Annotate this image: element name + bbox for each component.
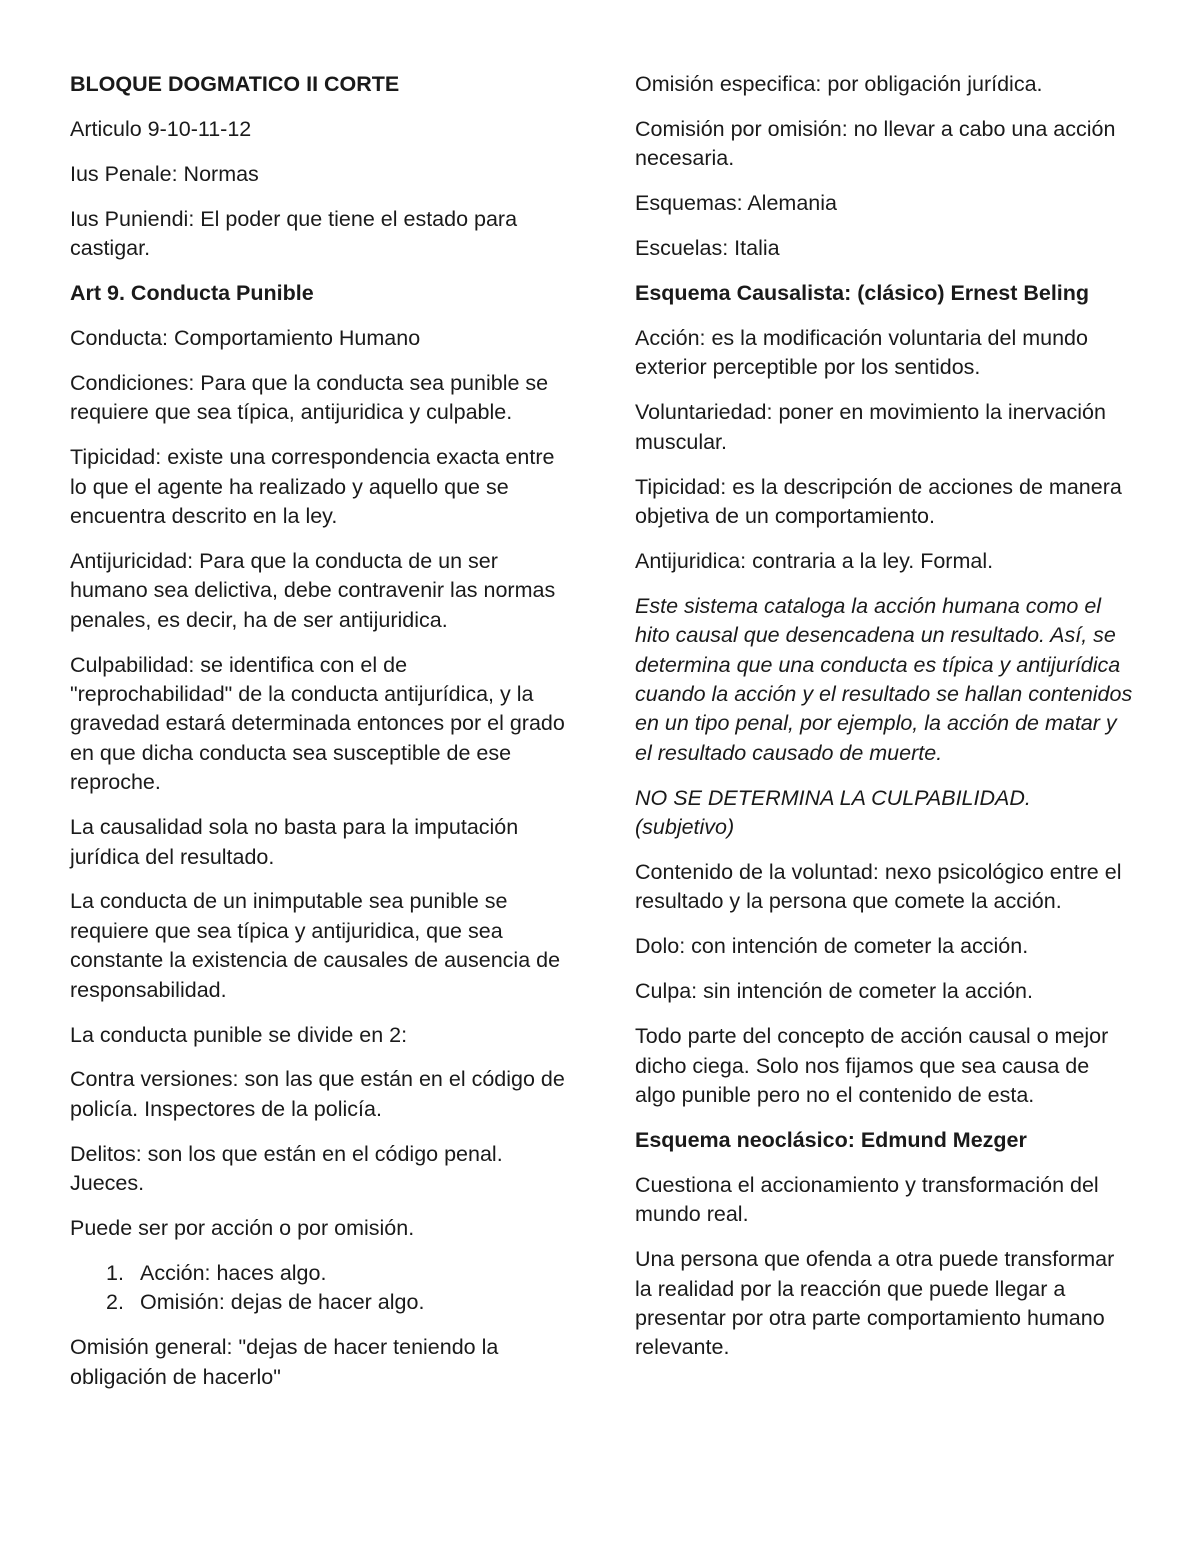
causalidad-paragraph: La causalidad sola no basta para la imputación jurídica del resultado. xyxy=(70,815,519,869)
voluntariedad-paragraph: Voluntariedad: poner en movimiento la inervación muscular. xyxy=(635,400,1106,454)
inimputable-paragraph: La conducta de un inimputable sea punible se requiere que sea típica y antijuridica, que sea constante la existencia de causales de ausencia de responsabilidad. xyxy=(70,889,561,1002)
una-persona-paragraph: Una persona que ofenda a otra puede transformar la realidad por la reacción que puede llegar a presentar por otra parte comportamiento humano relevante. xyxy=(635,1247,1115,1360)
list-item xyxy=(106,1288,570,1317)
art9-heading: Art 9. Conducta Punible xyxy=(70,281,314,306)
sistema-italic-paragraph: Este sistema cataloga la acción humana como el hito causal que desencadena un resultado. Así, se determina que una conducta es típica y antijurídica cuando la acción y el resultado se hallan contenidos en un tipo penal, por ejemplo, la acción de matar y el resultado causado de muerte. xyxy=(635,593,1133,765)
ius-puniendi-paragraph: Ius Puniendi: El poder que tiene el estado para castigar. xyxy=(70,206,518,261)
list-item xyxy=(106,1259,570,1288)
antijuridica-paragraph: Antijuridica: contraria a la ley. Formal. xyxy=(635,548,994,573)
divide-paragraph: La conducta punible se divide en 2: xyxy=(70,1022,408,1047)
delitos-paragraph: Delitos: son los que están en el código penal. Jueces. xyxy=(70,1141,503,1196)
document-title: BLOQUE DOGMATICO II CORTE xyxy=(70,72,400,96)
tipicidad-right-paragraph: Tipicidad: es la descripción de acciones de manera objetiva de un comportamiento. xyxy=(635,474,1122,528)
esquemas-paragraph: Esquemas: Alemania xyxy=(635,191,837,216)
list-item-text: Omisión: dejas de hacer algo. xyxy=(140,1290,425,1315)
left-column xyxy=(70,70,570,1408)
dolo-paragraph: Dolo: con intención de cometer la acción. xyxy=(635,934,1029,959)
comision-por-omision-paragraph: Comisión por omisión: no llevar a cabo una acción necesaria. xyxy=(635,116,1116,171)
contenido-voluntad-paragraph: Contenido de la voluntad: nexo psicológico entre el resultado y la persona que comete la acción. xyxy=(635,860,1122,914)
tipicidad-paragraph: Tipicidad: existe una correspondencia exacta entre lo que el agente ha realizado y aquello que se encuentra descrito en la ley. xyxy=(70,445,555,528)
causalista-heading: Esquema Causalista: (clásico) Ernest Beling xyxy=(635,281,1090,306)
accion-omision-list xyxy=(70,1259,570,1318)
escuelas-paragraph: Escuelas: Italia xyxy=(635,236,780,261)
accion-paragraph: Acción: es la modificación voluntaria del mundo exterior perceptible por los sentidos. xyxy=(635,325,1088,380)
conducta-paragraph: Conducta: Comportamiento Humano xyxy=(70,325,421,350)
puede-ser-paragraph: Puede ser por acción o por omisión. xyxy=(70,1216,415,1241)
list-item-number: 2. xyxy=(106,1290,124,1315)
cuestiona-paragraph: Cuestiona el accionamiento y transformación del mundo real. xyxy=(635,1172,1099,1227)
contraversiones-paragraph: Contra versiones: son las que están en el código de policía. Inspectores de la policía. xyxy=(70,1067,565,1121)
omision-general-paragraph: Omisión general: "dejas de hacer teniendo la obligación de hacerlo" xyxy=(70,1335,499,1389)
antijuricidad-paragraph: Antijuricidad: Para que la conducta de un ser humano sea delictiva, debe contravenir las normas penales, es decir, ha de ser antijuridica. xyxy=(70,548,556,632)
neoclasico-heading: Esquema neoclásico: Edmund Mezger xyxy=(635,1127,1027,1152)
articulo-line: Articulo 9-10-11-12 xyxy=(70,116,252,141)
list-item-text: Acción: haces algo. xyxy=(140,1261,327,1285)
ius-penale-paragraph: Ius Penale: Normas xyxy=(70,161,259,186)
condiciones-paragraph: Condiciones: Para que la conducta sea punible se requiere que sea típica, antijuridica y culpable. xyxy=(70,370,549,425)
culpabilidad-paragraph: Culpabilidad: se identifica con el de "reprochabilidad" de la conducta antijurídica, y la gravedad estará determinada entonces por el grado en que dicha conducta sea susceptible de ese reproche. xyxy=(70,652,565,795)
right-column xyxy=(635,70,1133,1378)
list-item-number: 1. xyxy=(106,1261,124,1285)
omision-especifica-paragraph: Omisión especifica: por obligación jurídica. xyxy=(635,72,1043,96)
no-culpabilidad-paragraph: NO SE DETERMINA LA CULPABILIDAD. (subjetivo) xyxy=(635,785,1031,840)
todo-parte-paragraph: Todo parte del concepto de acción causal o mejor dicho ciega. Solo nos fijamos que sea causa de algo punible pero no el contenido de esta. xyxy=(635,1024,1109,1107)
culpa-paragraph: Culpa: sin intención de cometer la acción. xyxy=(635,979,1033,1004)
